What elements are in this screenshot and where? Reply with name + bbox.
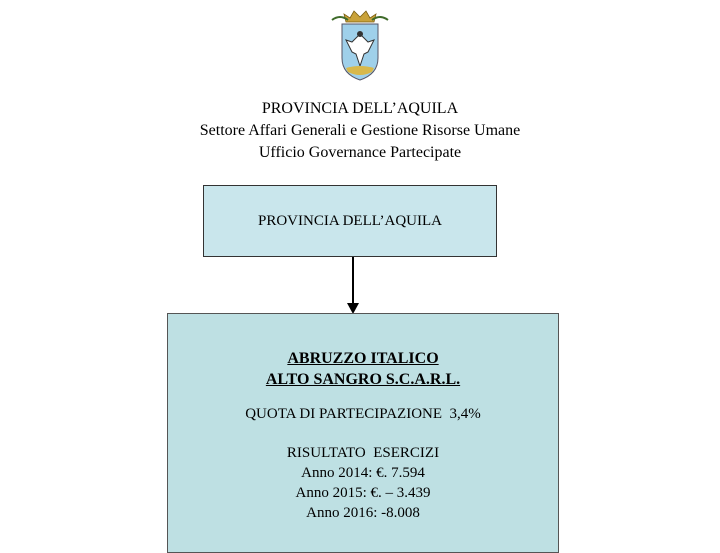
province-coat-of-arms-icon	[328, 8, 392, 82]
participation-quota: QUOTA DI PARTECIPAZIONE 3,4%	[245, 406, 481, 422]
result-2016: Anno 2016: -8.008	[306, 505, 420, 521]
company-name-line1: ABRUZZO ITALICO	[287, 350, 439, 367]
company-name	[168, 348, 558, 390]
result-2014: Anno 2014: €. 7.594	[301, 465, 425, 481]
header-office: Ufficio Governance Partecipate	[258, 144, 462, 161]
parent-entity-box	[203, 185, 497, 257]
financial-results	[168, 443, 558, 523]
result-2015: Anno 2015: €. – 3.439	[295, 485, 431, 501]
connector-arrow	[346, 257, 360, 315]
company-name-line2: ALTO SANGRO S.C.A.R.L.	[265, 371, 461, 388]
parent-entity-label: PROVINCIA DELL’AQUILA	[257, 212, 443, 229]
child-entity-box	[167, 313, 559, 553]
header-department: Settore Affari Generali e Gestione Risorse Umane	[199, 122, 521, 139]
document-header	[0, 98, 720, 164]
header-title: PROVINCIA DELL’AQUILA	[261, 100, 459, 117]
results-title: RISULTATO ESERCIZI	[286, 445, 440, 461]
